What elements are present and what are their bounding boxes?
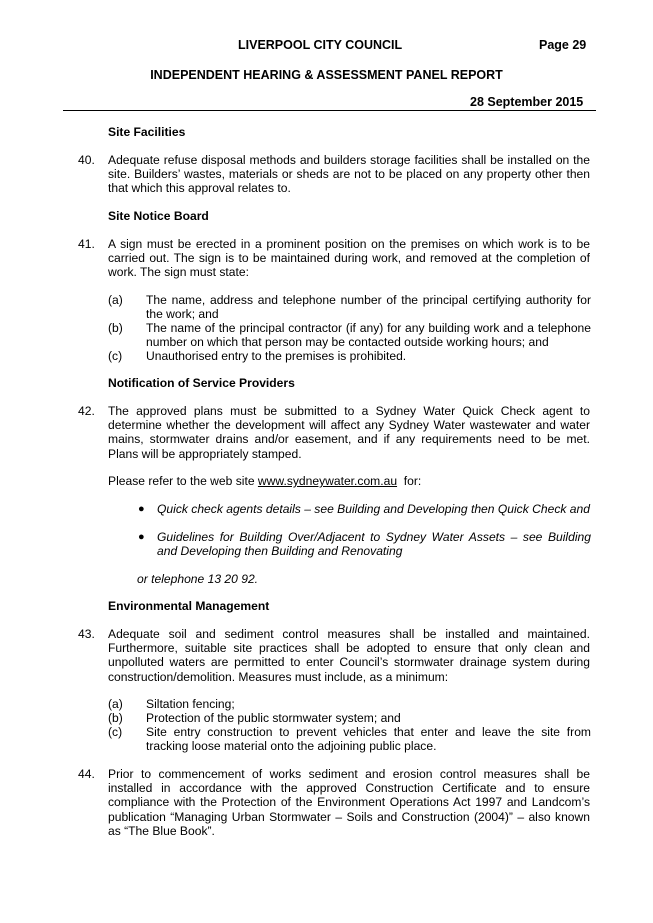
header-divider (63, 110, 596, 111)
list-item-label: (b) (108, 321, 123, 335)
refer-suffix: for: (397, 474, 422, 488)
list-item-text: Site entry construction to prevent vehicles that enter and leave the site from tracking loose material onto the adjoining public place. (146, 725, 591, 754)
bullet-icon: ● (138, 531, 145, 543)
list-item-text: Protection of the public stormwater system; and (146, 711, 401, 725)
telephone-line: or telephone 13 20 92. (137, 572, 259, 586)
report-date: 28 September 2015 (470, 95, 584, 109)
sydney-water-link[interactable]: www.sydneywater.com.au (257, 474, 398, 488)
clause-number: 44. (78, 767, 95, 781)
bullet-item: Quick check agents details – see Building and Developing then Quick Check and (157, 502, 590, 516)
list-item-label: (c) (108, 725, 123, 739)
heading-site-notice-board: Site Notice Board (108, 209, 209, 223)
clause-text: A sign must be erected in a prominent position on the premises on which work is to be carried out. The sign is to be maintained during work, and removed at the completion of work. The sign must state: (108, 237, 590, 280)
list-item-label: (b) (108, 711, 123, 725)
list-item-label: (a) (108, 293, 123, 307)
clause-number: 41. (78, 237, 95, 251)
bullet-icon: ● (138, 503, 145, 515)
clause-number: 43. (78, 627, 95, 641)
clause-text: Adequate refuse disposal methods and builders storage facilities shall be installed on the site. Builders’ wastes, materials or sheds are not to be placed on any property other then that which this approval relates to. (108, 153, 590, 196)
list-item-text: Siltation fencing; (146, 697, 235, 711)
list-item-text: Unauthorised entry to the premises is prohibited. (146, 349, 407, 363)
bullet-item: Guidelines for Building Over/Adjacent to Sydney Water Assets – see Building and Developing then Building and Renovating (157, 530, 591, 559)
clause-text: The approved plans must be submitted to a Sydney Water Quick Check agent to determine whether the development will affect any Sydney Water wastewater and water mains, stormwater drains and/or easement, and if any requirements need to be met. Plans will be appropriately stamped. (108, 404, 590, 461)
refer-line (108, 474, 421, 488)
list-item-text: The name, address and telephone number of the principal certifying authority for the work; and (146, 293, 591, 322)
list-item-label: (c) (108, 349, 123, 363)
clause-number: 40. (78, 153, 95, 167)
council-name: LIVERPOOL CITY COUNCIL (238, 38, 403, 52)
heading-environmental-management: Environmental Management (108, 599, 270, 613)
clause-text: Prior to commencement of works sediment and erosion control measures shall be installed in accordance with the approved Construction Certificate and to ensure compliance with the Protection of the Environment Operations Act 1997 and Landcom’s publication “Managing Urban Stormwater – Soils and Construction (2004)” – also known as “The Blue Book”. (108, 767, 590, 838)
report-title: INDEPENDENT HEARING & ASSESSMENT PANEL REPORT (150, 68, 503, 82)
page-number: Page 29 (539, 38, 587, 52)
list-item-text: The name of the principal contractor (if any) for any building work and a telephone number on which that person may be contacted outside working hours; and (146, 321, 591, 350)
list-item-label: (a) (108, 697, 123, 711)
clause-number: 42. (78, 404, 95, 418)
heading-service-providers: Notification of Service Providers (108, 376, 295, 390)
heading-site-facilities: Site Facilities (108, 125, 186, 139)
clause-text: Adequate soil and sediment control measures shall be installed and maintained. Furthermore, suitable site practices shall be adopted to ensure that only clean and unpolluted waters are permitted to enter Council’s stormwater drainage system during construction/demolition. Measures must include, as a minimum: (108, 627, 590, 684)
refer-prefix: Please refer to the web site (108, 474, 258, 488)
